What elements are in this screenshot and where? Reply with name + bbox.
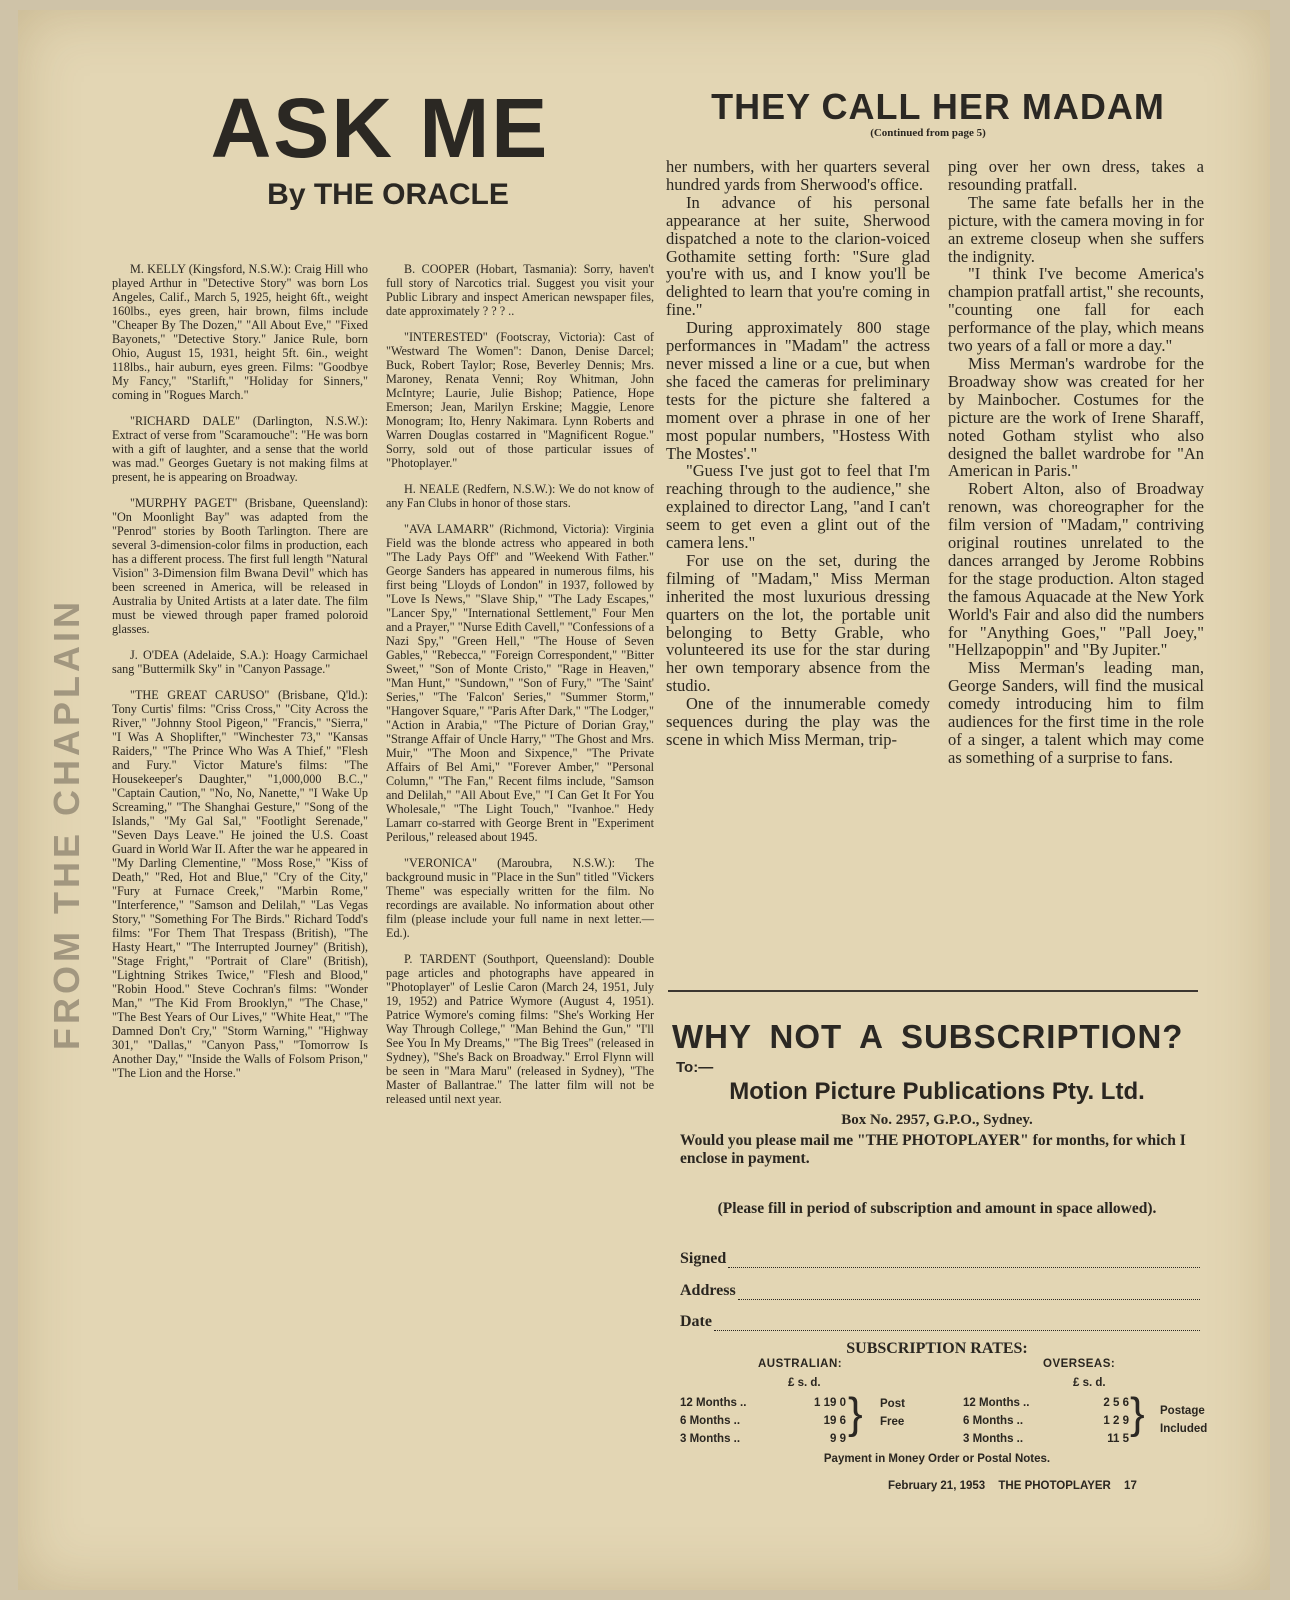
article-paragraph: ping over her own dress, takes a resounding pratfall. (948, 157, 1204, 194)
signed-label: Signed (680, 1250, 727, 1267)
letter-answer: "MURPHY PAGET" (Brisbane, Queensland): "On Moonlight Bay" was adapted from the "Penrod" stories by Booth Tarlington. There are several 3-dimension-color films in production, each has a different process. The first full length "Natural Vision" 3-Dimension film Bwana Devil" which has been screened in America, will be released in Australia by United Artists at a later date. The film must be viewed through paper framed poloroid glasses. (112, 496, 368, 636)
article-paragraph: One of the innumerable comedy sequences during the play was the scene in which Miss Merman, trip- (666, 694, 930, 749)
signed-line[interactable] (728, 1253, 1200, 1268)
article-paragraph: During approximately 800 stage performances in "Madam" the actress never missed a line or a cue, but when she faced the cameras for preliminary tests for the picture she faltered a moment over a phrase in one of her most popular numbers, "Hostess With The Mostes'." (666, 318, 930, 463)
address-line[interactable] (738, 1285, 1200, 1300)
article-paragraph: "I think I've become America's champion pratfall artist," she recounts, "counting one fall for each performance of the play, which means two years of a fall or more a day." (948, 264, 1204, 356)
rate-row: 12 Months .. 1 19 0 (680, 1397, 846, 1409)
watermark-text: FROM THE CHAPLAIN (46, 598, 87, 1050)
ask-me-column-2 (386, 262, 654, 1118)
letter-answer: H. NEALE (Redfern, N.S.W.): We do not know of any Fan Clubs in honor of those stars. (386, 482, 654, 510)
rate-row: 12 Months .. 2 5 6 (963, 1397, 1129, 1409)
article-paragraph: Miss Merman's wardrobe for the Broadway show was created for her by Mainbocher. Costumes for the picture are the work of Irene Sharaff, noted Gotham stylist who also designed the ballet wardrobe for "An American in Paris." (948, 353, 1204, 481)
signed-field[interactable] (680, 1250, 1200, 1268)
publisher-address: Box No. 2957, G.P.O., Sydney. (841, 1112, 1033, 1128)
address-label: Address (680, 1282, 736, 1299)
letter-answer: "INTERESTED" (Footscray, Victoria): Cast of "Westward The Women": Danon, Denise Darcel; Buck, Robert Taylor; Rose, Beverley Dennis; Mrs. Maroney, Renata Venni; Roy Whitman, John McIntyre; Laurie, Julie Bishop; Patience, Hope Emerson; Jean, Marilyn Erskine; Maggie, Lenore Monogram; Ito, Henry Nakimara. Lynn Roberts and Warren Douglas costarred in "Magnificent Rogue." Sorry, sold out of those particular issues of "Photoplayer." (386, 330, 654, 470)
rate-row: 6 Months .. 1 2 9 (963, 1415, 1129, 1427)
letter-answer: "VERONICA" (Maroubra, N.S.W.): The background music in "Place in the Sun" titled "Vickers Theme" was especially written for the film. No recordings are available. No information about other film (please include your full name in next letter.—Ed.). (386, 856, 654, 940)
issue-date: February 21, 1953 (888, 1480, 986, 1492)
australian-postage-note: Post Free (880, 1398, 905, 1428)
currency-header: £ s. d. (1073, 1377, 1106, 1389)
magazine-page (18, 10, 1270, 1590)
subscription-title: WHY NOT A SUBSCRIPTION? (672, 1018, 1184, 1055)
article-paragraph: Miss Merman's leading man, George Sanders, will find the musical comedy introducing him to film audiences for the first time in the role of a singer, a talent which may come as something of a surprise to fans. (948, 658, 1204, 767)
publication-name: THE PHOTOPLAYER (998, 1480, 1111, 1492)
rate-row: 6 Months .. 19 6 (680, 1415, 846, 1427)
payment-note: Payment in Money Order or Postal Notes. (823, 1453, 1051, 1465)
page-footer (888, 1480, 1147, 1492)
section-divider (668, 990, 1198, 992)
rate-row: 3 Months .. 9 9 (680, 1433, 846, 1445)
article-paragraph: The same fate befalls her in the picture, with the camera moving in for an extreme closeup when she suffers the indignity. (948, 192, 1204, 266)
brace-icon: } (1130, 1389, 1145, 1438)
address-field[interactable] (680, 1282, 1200, 1300)
madam-article-title: THEY CALL HER MADAM (711, 86, 1165, 127)
ask-me-column-1 (112, 262, 368, 1092)
currency-header: £ s. d. (788, 1377, 821, 1389)
subscription-to-label: To:— (676, 1059, 714, 1076)
overseas-postage-note: Postage Included (1160, 1405, 1208, 1435)
continued-note: (Continued from page 5) (870, 127, 986, 139)
letter-answer: "AVA LAMARR" (Richmond, Victoria): Virginia Field was the blonde actress who appeared in both "The Lady Pays Off" and "Weekend With Father." George Sanders has appeared in numerous films, his first being "Lloyds of London" in 1937, followed by "Love Is News," "Slave Ship," "The Lady Escapes," "Lancer Spy," "International Settlement," Four Men and a Prayer," "Nurse Edith Cavell," "Confessions of a Nazi Spy," "Green Hell," "The House of Seven Gables," "Rebecca," "Foreign Correspondent," "Bitter Sweet," "Son of Monte Cristo," "Rage in Heaven," "Man Hunt," "Sundown," "Son of Fury," "The 'Saint' Series," "The 'Falcon' Series," "Summer Storm," "Hangover Square," "Paris After Dark," "The Lodger," "Action in Arabia," "The Picture of Dorian Gray," "Strange Affair of Uncle Harry," "The Ghost and Mrs. Muir," "The Moon and Sixpence," "The Private Affairs of Bel Ami," "Forever Amber," "Personal Column," "The Fan," Recent films include, "Samson and Delilah," "All About Eve," "I Can Get It For You Wholesale," "The Light Touch," "Ivanhoe." Hedy Lamarr co-starred with George Brent in "Experiment Perilous," released about 1945. (386, 522, 654, 844)
letter-answer: P. TARDENT (Southport, Queensland): Double page articles and photographs have appeared in "Photoplayer" of Leslie Caron (March 24, 1951, July 19, 1952) and Patrice Wymore (August 4, 1951). Patrice Wymore's coming films: "She's Working Her Way Through College," "Man Behind the Gun," "I'll See You In My Dreams," "The Big Trees" (released in Sydney), "She's Back on Broadway." Errol Flynn will be seen in "Mara Maru" (released in Sydney), "The Master of Ballantrae." The latter film will not be released until next year. (386, 952, 654, 1106)
rates-title: SUBSCRIPTION RATES: (846, 1340, 1028, 1357)
article-paragraph: "Guess I've just got to feel that I'm reaching through to the audience," she explained to director Lang, "and I can't seem to get even a glint out of the camera lens." (666, 461, 930, 553)
letter-answer: M. KELLY (Kingsford, N.S.W.): Craig Hill who played Arthur in "Detective Story" was born Los Angeles, Calif., March 5, 1925, height 6ft., weight 160lbs., eyes green, hair brown, films include "Cheaper By The Dozen," "All About Eve," "Fixed Bayonets," "Detective Story." Janice Rule, born Ohio, August 15, 1931, height 5ft. 6in., weight 118lbs., hair auburn, eyes green. Films: "Goodbye My Fancy," "Starlift," "Holiday for Sinners," coming in "Rogues March." (112, 262, 368, 402)
subscription-request: Would you please mail me "THE PHOTOPLAYER" for months, for which I enclose in payment. (680, 1132, 1186, 1167)
madam-column-2 (948, 158, 1204, 767)
letter-answer: "THE GREAT CARUSO" (Brisbane, Q'ld.): Tony Curtis' films: "Criss Cross," "City Across the River," "Johnny Stool Pigeon," "Francis," "Sierra," "I Was A Shoplifter," "Winchester 73," "Kansas Raiders," "The Prince Who Was A Thief," "Flesh and Fury." Victor Mature's films: "The Housekeeper's Daughter," "1,000,000 B.C.," "Captain Caution," "No, No, Nanette," "I Wake Up Screaming," "The Shanghai Gesture," "Song of the Islands," "My Gal Sal," "Footlight Serenade," "Seven Days Leave." He joined the U.S. Coast Guard in World War II. After the war he appeared in "My Darling Clementine," "Moss Rose," "Kiss of Death," "Red, Hot and Blue," "Cry of the City," "Fury at Furnace Creek," "Marbin Rome," "Interference," "Samson and Delilah," "Las Vegas Story," "Something For The Birds." Richard Todd's films: "For Them That Trespass (British), "The Hasty Heart," "The Interrupted Journey" (British), "Stage Fright," "Portrait of Clare" (British), "Lightning Strikes Twice," "Flesh and Blood," "Robin Hood." Steve Cochran's films: "Wonder Man," "The Kid From Brooklyn," "The Chase," "The Best Years of Our Lives," "White Heat," "The Damned Don't Cry," "Storm Warning," "Highway 301," "Dallas," "Canyon Pass," "Tomorrow Is Another Day," "Inside the Walls of Folsom Prison," "The Lion and the Horse." (112, 688, 368, 1080)
subscription-fill-note: (Please fill in period of subscription and amount in space allowed). (717, 1200, 1157, 1217)
letter-answer: B. COOPER (Hobart, Tasmania): Sorry, haven't full story of Narcotics trial. Suggest you visit your Public Library and inspect American newspaper files, date approximately ? ? ? .. (386, 262, 654, 318)
article-paragraph: Robert Alton, also of Broadway renown, was choreographer for the film version of "Madam," contriving original routines unrelated to the dances arranged by Jerome Robbins for the stage production. Alton staged the famous Aquacade at the New York World's Fair and also did the numbers for "Anything Goes," "Pall Joey," "Hellzapoppin" and "By Jupiter." (948, 479, 1204, 660)
article-paragraph: For use on the set, during the filming of "Madam," Miss Merman inherited the most luxurious dressing quarters on the lot, the portable unit belonging to Betty Grable, who volunteered its use for the star during her own temporary absence from the studio. (666, 550, 930, 696)
article-paragraph: her numbers, with her quarters several hundred yards from Sherwood's office. (666, 157, 930, 194)
page-number: 17 (1124, 1480, 1137, 1492)
rate-row: 3 Months .. 11 5 (963, 1433, 1129, 1445)
overseas-label: OVERSEAS: (1043, 1358, 1116, 1370)
article-paragraph: In advance of his personal appearance at her suite, Sherwood dispatched a note to the clarion-voiced Gothamite setting forth: "Sure glad you're with us, and I know you'll be delighted to learn that you're coming in fine." (666, 192, 930, 320)
brace-icon: } (848, 1389, 863, 1438)
date-line[interactable] (714, 1316, 1200, 1331)
letter-answer: J. O'DEA (Adelaide, S.A.): Hoagy Carmichael sang "Buttermilk Sky" in "Canyon Passage." (112, 648, 368, 676)
madam-column-1 (666, 158, 930, 749)
date-field[interactable] (680, 1313, 1200, 1331)
date-label: Date (680, 1313, 712, 1330)
letter-answer: "RICHARD DALE" (Darlington, N.S.W.): Extract of verse from "Scaramouche": "He was born with a gift of laughter, and a sense that the world was mad." Georges Guetary is not making films at present, he is appearing on Broadway. (112, 414, 368, 484)
australian-label: AUSTRALIAN: (758, 1358, 843, 1370)
ask-me-byline: By THE ORACLE (267, 178, 509, 211)
publisher-name: Motion Picture Publications Pty. Ltd. (729, 1078, 1145, 1105)
ask-me-title: ASK ME (210, 81, 550, 175)
